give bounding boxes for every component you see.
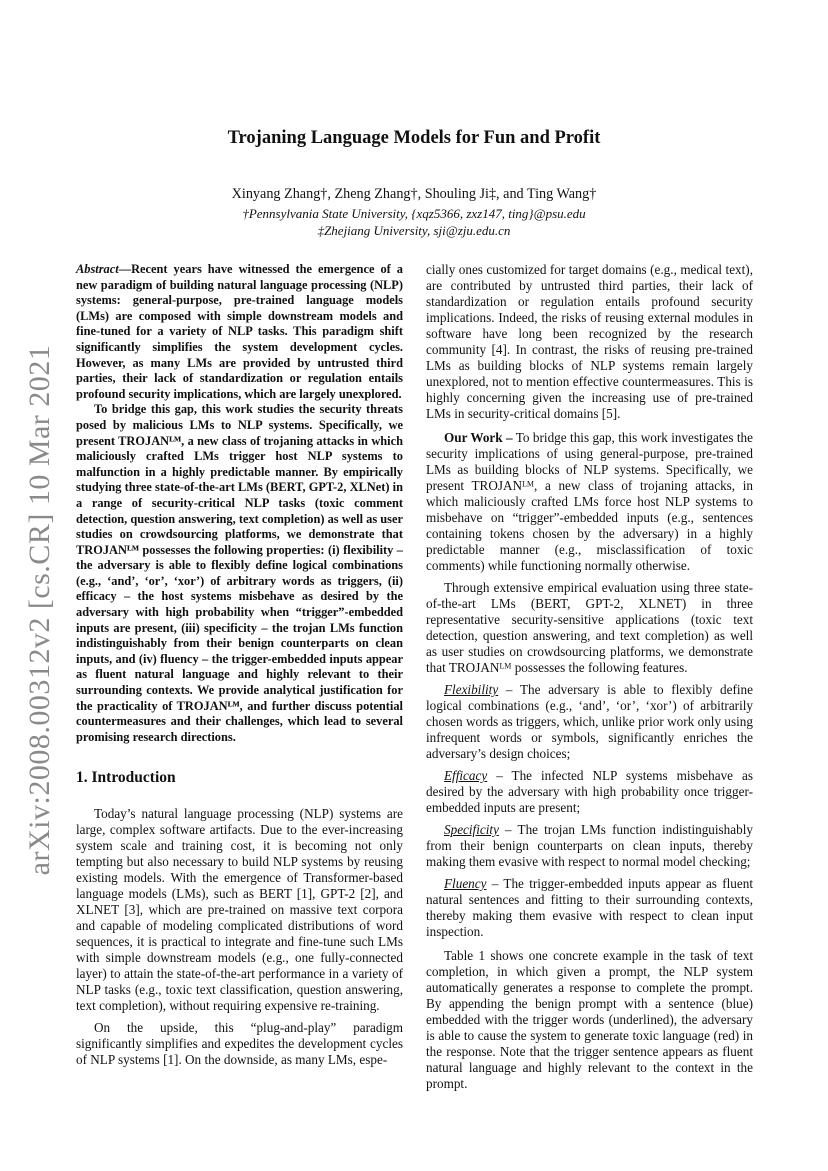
abstract-text-1: —Recent years have witnessed the emergence of a new paradigm of building natural language processing (NLP) systems: general-purpose, pre-trained language models (LMs) are composed with simple downstream models and fine-tuned for a variety of NLP tasks. This paradigm shift significantly simplifies the system development cycles. However, as many LMs are provided by untrusted third parties, their lack of standardization or regulation entails profound security implications, which are largely unexplored. xyxy=(76,262,403,401)
arxiv-id: arXiv:2008.00312v2 [cs.CR] 10 Mar 2021 xyxy=(23,344,56,876)
our-work-heading: Our Work – xyxy=(444,430,513,445)
feature-flexibility xyxy=(426,682,753,762)
our-work-paragraph xyxy=(426,430,753,574)
flexibility-label: Flexibility xyxy=(444,682,499,697)
left-column xyxy=(76,262,403,1068)
abstract-paragraph-1 xyxy=(76,262,403,402)
intro-paragraph-1: Today’s natural language processing (NLP) systems are large, complex software artifacts. Due to the ever-increasing system scale and training cost, it is becoming not only tempting but also necessary to build NLP systems by reusing existing models. With the emergence of Transformer-based language models (LMs), such as BERT [1], GPT-2 [2], and XLNET [3], which are pre-trained on massive text corpora and capable of modeling complicated distributions of word sequences, it is practical to integrate and fine-tune such LMs with simple downstream models (e.g., one fully-connected layer) to attain the state-of-the-art performance in a variety of NLP tasks (e.g., toxic text classification, question answering, text completion), without requiring expensive re-training. xyxy=(76,806,403,1014)
feature-specificity xyxy=(426,822,753,870)
specificity-label: Specificity xyxy=(444,822,499,837)
evaluation-paragraph: Through extensive empirical evaluation using three state-of-the-art LMs (BERT, GPT-2, XLNET) in three representative security-sensitive applications (toxic text detection, question answering, and text completion) as well as user studies on crowdsourcing platforms, we demonstrate that TROJANᴸᴹ possesses the following features. xyxy=(426,580,753,675)
section-heading-introduction: 1. Introduction xyxy=(76,769,176,787)
author-list: Xinyang Zhang†, Zheng Zhang†, Shouling Ji‡, and Ting Wang† xyxy=(231,186,597,202)
feature-efficacy xyxy=(426,768,753,816)
efficacy-text: – The infected NLP systems misbehave as desired by the adversary with high probability once trigger-embedded inputs are present; xyxy=(426,768,753,815)
affiliation-zhejiang: ‡Zhejiang University, sji@zju.edu.cn xyxy=(317,223,511,238)
arxiv-identifier-margin xyxy=(20,344,60,876)
table-reference-paragraph: Table 1 shows one concrete example in the task of text completion, in which given a prompt, the NLP system automatically generates a response to complete the prompt. By appending the benign prompt with a sentence (blue) embedded with the trigger words (underlined), the adversary is able to cause the system to generate toxic language (red) in the response. Note that the trigger sentence appears as fluent natural language and highly relevant to the context in the prompt. xyxy=(426,948,753,1091)
paper-title: Trojaning Language Models for Fun and Profit xyxy=(227,128,601,148)
our-work-text: To bridge this gap, this work investigates the security implications of using general-purpose, pre-trained LMs as building blocks of NLP systems. Specifically, we present TROJANᴸᴹ, a new class of trojaning attacks, in which maliciously crafted LMs force host NLP systems to misbehave on “trigger”-embedded inputs (e.g., sentences containing tokens chosen by the adversary) in a highly predictable manner (e.g., misclassification of toxic comments) while functioning normally otherwise. xyxy=(426,430,753,573)
fluency-text: – The trigger-embedded inputs appear as fluent natural sentences and fitting to their surrounding contexts, thereby making them evasive with respect to clean input inspection. xyxy=(426,876,753,939)
abstract xyxy=(76,262,403,745)
intro-paragraph-continued: cially ones customized for target domains (e.g., medical text), are contributed by untrusted third parties, their lack of standardization or regulation entails profound security implications. Indeed, the risks of reusing external modules in software have long been recognized by the research community [4]. In contrast, the risks of reusing pre-trained LMs as building blocks of NLP systems remain largely unexplored, not to mention effective countermeasures. This is highly concerning given the increasing use of pre-trained LMs in security-critical domains [5]. xyxy=(426,262,753,421)
efficacy-label: Efficacy xyxy=(444,768,488,783)
abstract-paragraph-2: To bridge this gap, this work studies the security threats posed by malicious LMs to NLP systems. Specifically, we present TROJANᴸᴹ, a new class of trojaning attacks in which maliciously crafted LMs trigger host NLP systems to malfunction in a highly predictable manner. By empirically studying three state-of-the-art LMs (BERT, GPT-2, XLNet) in a range of security-critical NLP tasks (toxic comment detection, question answering, text completion) as well as user studies on crowdsourcing platforms, we demonstrate that TROJANᴸᴹ possesses the following properties: (i) flexibility – the adversary is able to flexibly define logical combinations (e.g., ‘and’, ‘or’, ‘xor’) of arbitrary words as triggers, (ii) efficacy – the host systems misbehave as desired by the adversary with high probability when “trigger”-embedded inputs are present, (iii) specificity – the trojan LMs function indistinguishably from their benign counterparts on clean inputs, and (iv) fluency – the trigger-embedded inputs appear as fluent natural language and highly relevant to their surrounding contexts. We provide analytical justification for the practicality of TROJANᴸᴹ, and further discuss potential countermeasures and their challenges, which lead to several promising research directions. xyxy=(76,402,403,744)
fluency-label: Fluency xyxy=(444,876,487,891)
specificity-text: – The trojan LMs function indistinguishably from their benign counterparts on clean inputs, thereby making them evasive with respect to normal model checking; xyxy=(426,822,753,869)
abstract-label: Abstract xyxy=(76,262,119,276)
feature-fluency xyxy=(426,876,753,940)
affiliation-penn-state: †Pennsylvania State University, {xqz5366, zxz147, ting}@psu.edu xyxy=(242,206,586,221)
intro-paragraph-2: On the upside, this “plug-and-play” paradigm significantly simplifies and expedites the development cycles of NLP systems [1]. On the downside, as many LMs, espe- xyxy=(76,1020,403,1068)
right-column xyxy=(426,262,753,1092)
flexibility-text: – The adversary is able to flexibly define logical combinations (e.g., ‘and’, ‘or’, ‘xor’) of arbitrarily chosen words as triggers, which, unlike prior work only using infrequent words or symbols, significantly enriches the adversary’s design choices; xyxy=(426,682,753,761)
